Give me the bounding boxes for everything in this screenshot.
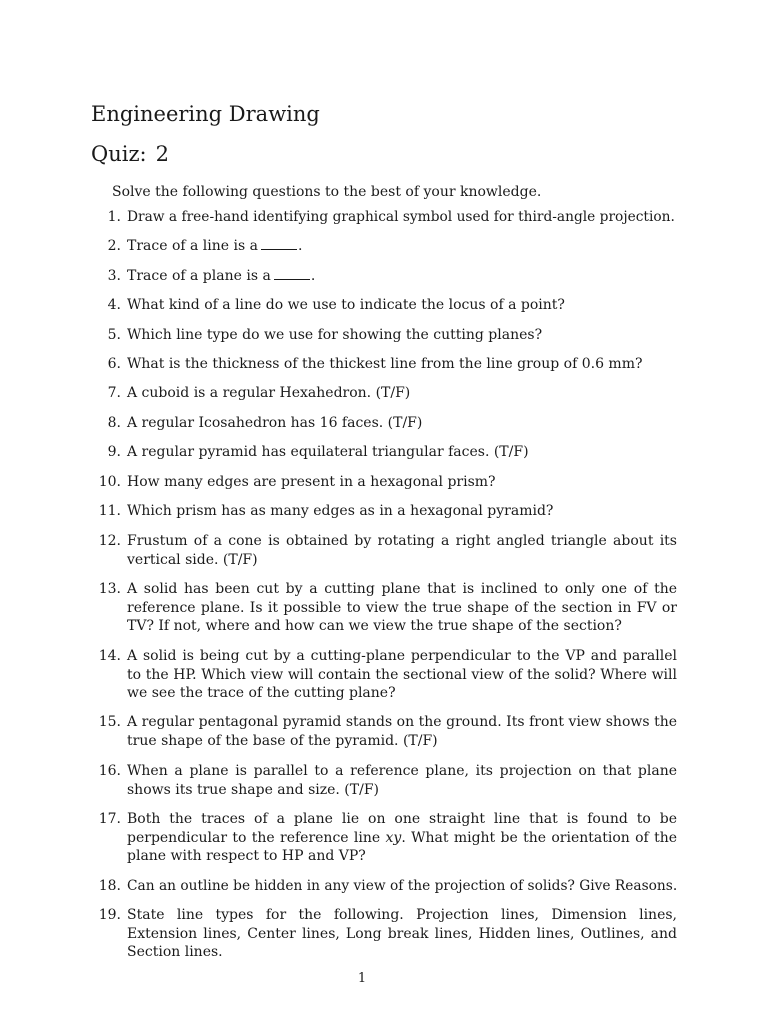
- page-number: 1: [357, 971, 367, 986]
- question-number: 15.: [98, 714, 121, 730]
- question-number: 3.: [107, 268, 121, 284]
- question-text-post: .: [297, 238, 303, 254]
- question-text: A regular Icosahedron has 16 faces. (T/F): [127, 415, 423, 431]
- document-title: Engineering Drawing: [91, 102, 320, 126]
- question-text-pre: Both the traces of a plane lie on one straight line that is found to be perpendicular to the reference line: [127, 811, 677, 846]
- question-text: [127, 237, 677, 256]
- quiz-label: Quiz:: [91, 142, 147, 166]
- question-text: [127, 810, 677, 866]
- question-number: 12.: [98, 533, 121, 549]
- question-text: Draw a free-hand identifying graphical symbol used for third-angle projection.: [127, 209, 675, 225]
- question-number: 13.: [98, 581, 121, 597]
- answer-blank: [261, 237, 297, 250]
- answer-blank: [274, 267, 310, 280]
- question-text: A solid has been cut by a cutting plane that is inclined to only one of the reference plane. Is it possible to view the true shape of the section in FV or TV? If not, where and how can we view the true shape of the section?: [127, 581, 677, 635]
- question-number: 2.: [107, 238, 121, 254]
- question-text: Which line type do we use for showing the cutting planes?: [127, 327, 543, 343]
- question-number: 10.: [98, 474, 121, 490]
- quiz-heading: [91, 139, 169, 169]
- question-number: 8.: [107, 415, 121, 431]
- question-text-post: . What might be the orientation of the plane with respect to HP and VP?: [127, 829, 677, 865]
- question-number: 7.: [107, 385, 121, 401]
- question-number: 5.: [107, 327, 121, 343]
- question-number: 11.: [98, 503, 121, 519]
- question-text: State line types for the following. Projection lines, Dimension lines, Extension lines, Center lines, Long break lines, Hidden lines, Outlines, and Section lines.: [127, 907, 677, 961]
- question-number: 6.: [107, 356, 121, 372]
- question-text: Which prism has as many edges as in a hexagonal pyramid?: [127, 503, 554, 519]
- instructions: Solve the following questions to the best of your knowledge.: [112, 184, 542, 200]
- question-number: 1.: [107, 209, 121, 225]
- question-text: A regular pentagonal pyramid stands on the ground. Its front view shows the true shape of the base of the pyramid. (T/F): [127, 714, 677, 749]
- question-number: 17.: [98, 811, 121, 827]
- question-number: 14.: [98, 648, 121, 664]
- question-text-post: .: [310, 268, 316, 284]
- quiz-number: 2: [155, 142, 169, 166]
- question-number: 18.: [98, 878, 121, 894]
- question-text: Can an outline be hidden in any view of the projection of solids? Give Reasons.: [127, 878, 678, 894]
- question-number: 16.: [98, 763, 121, 779]
- question-text: What kind of a line do we use to indicate the locus of a point?: [127, 297, 565, 313]
- question-number: 9.: [107, 444, 121, 460]
- question-text: A regular pyramid has equilateral triangular faces. (T/F): [127, 444, 529, 460]
- reference-line-label: xy: [385, 829, 402, 846]
- question-text-pre: Trace of a line is a: [127, 238, 258, 254]
- question-number: 19.: [98, 907, 121, 923]
- question-text: A solid is being cut by a cutting-plane perpendicular to the VP and parallel to the HP. Which view will contain the sectional view of the solid? Where will we see the trace of the cutting plane?: [127, 648, 677, 702]
- question-text: [127, 267, 677, 286]
- question-text: Frustum of a cone is obtained by rotating a right angled triangle about its vertical side. (T/F): [127, 533, 677, 568]
- question-text-pre: Trace of a plane is a: [127, 268, 271, 284]
- question-text: A cuboid is a regular Hexahedron. (T/F): [127, 385, 411, 401]
- question-text: How many edges are present in a hexagonal prism?: [127, 474, 496, 490]
- question-number: 4.: [107, 297, 121, 313]
- question-text: When a plane is parallel to a reference plane, its projection on that plane shows its true shape and size. (T/F): [127, 763, 677, 798]
- question-text: What is the thickness of the thickest line from the line group of 0.6 mm?: [127, 356, 643, 372]
